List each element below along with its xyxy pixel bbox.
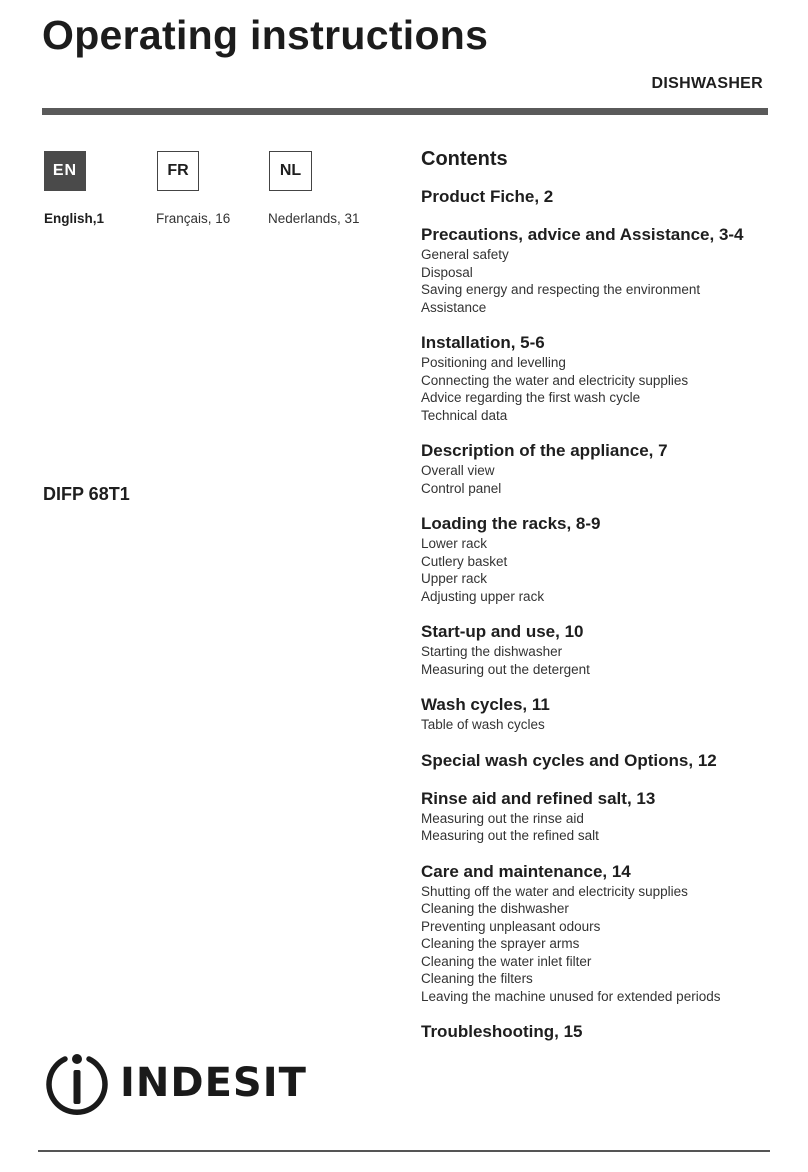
footer-divider xyxy=(38,1150,770,1152)
toc-section xyxy=(421,621,781,678)
header-divider xyxy=(42,108,768,115)
toc-section xyxy=(421,440,781,497)
toc-subitem[interactable]: Table of wash cycles xyxy=(421,717,545,732)
toc-subitem[interactable]: Shutting off the water and electricity supplies xyxy=(421,883,688,899)
toc-section-title[interactable]: Care and maintenance, 14 xyxy=(421,861,631,881)
toc-subitem[interactable]: Advice regarding the first wash cycle xyxy=(421,390,641,405)
table-of-contents xyxy=(421,186,781,1059)
toc-subitem[interactable]: Overall view xyxy=(421,463,495,478)
toc-subitem[interactable]: Leaving the machine unused for extended periods xyxy=(421,988,721,1004)
toc-section-title[interactable]: Troubleshooting, 15 xyxy=(421,1022,583,1041)
toc-section-title[interactable]: Installation, 5-6 xyxy=(421,333,545,352)
toc-section-title[interactable]: Special wash cycles and Options, 12 xyxy=(421,750,717,770)
contents-heading: Contents xyxy=(421,148,508,170)
brand-name: INDESIT xyxy=(120,1060,307,1106)
language-label-nl[interactable]: Nederlands, 31 xyxy=(268,211,360,226)
language-label-en[interactable]: English,1 xyxy=(44,211,105,226)
toc-section-title[interactable]: Product Fiche, 2 xyxy=(421,187,554,206)
language-label-fr[interactable]: Français, 16 xyxy=(156,211,231,226)
toc-subitem[interactable]: Cleaning the dishwasher xyxy=(421,901,569,916)
toc-subitem[interactable]: Assistance xyxy=(421,299,487,315)
document-type: DISHWASHER xyxy=(651,75,763,92)
toc-subitem[interactable]: Cleaning the water inlet filter xyxy=(421,953,592,969)
toc-subitem[interactable]: Measuring out the refined salt xyxy=(421,828,599,843)
toc-subitem[interactable]: Cleaning the sprayer arms xyxy=(421,936,580,951)
toc-subitem[interactable]: Upper rack xyxy=(421,571,488,586)
toc-section xyxy=(421,750,781,772)
toc-subitem[interactable]: Measuring out the rinse aid xyxy=(421,810,584,826)
toc-section xyxy=(421,186,781,208)
toc-section-title[interactable]: Loading the racks, 8-9 xyxy=(421,514,601,533)
model-number: DIFP 68T1 xyxy=(43,484,130,504)
toc-section xyxy=(421,513,781,605)
toc-subitem[interactable]: Positioning and levelling xyxy=(421,355,566,370)
toc-subitem[interactable]: Saving energy and respecting the environment xyxy=(421,282,701,297)
toc-subitem[interactable]: Technical data xyxy=(421,407,508,423)
indesit-logo-icon xyxy=(42,1048,112,1118)
language-tab-fr[interactable]: FR xyxy=(157,151,199,191)
toc-section xyxy=(421,224,781,316)
language-tab-en[interactable]: EN xyxy=(44,151,86,191)
language-tab-nl[interactable]: NL xyxy=(269,151,312,191)
toc-section-title[interactable]: Start-up and use, 10 xyxy=(421,622,584,641)
page-title: Operating instructions xyxy=(42,12,489,58)
toc-subitem[interactable]: General safety xyxy=(421,247,509,262)
toc-section-title[interactable]: Rinse aid and refined salt, 13 xyxy=(421,788,656,808)
toc-section xyxy=(421,332,781,424)
toc-subitem[interactable]: Control panel xyxy=(421,480,502,496)
toc-section xyxy=(421,788,781,845)
toc-subitem[interactable]: Adjusting upper rack xyxy=(421,588,545,604)
toc-section xyxy=(421,1021,781,1043)
toc-subitem[interactable]: Starting the dishwasher xyxy=(421,644,563,659)
toc-subitem[interactable]: Cleaning the filters xyxy=(421,971,533,986)
toc-subitem[interactable]: Cutlery basket xyxy=(421,553,508,569)
brand-logo xyxy=(42,1048,307,1118)
toc-subitem[interactable]: Connecting the water and electricity supplies xyxy=(421,372,689,388)
toc-subitem[interactable]: Measuring out the detergent xyxy=(421,661,590,677)
toc-section xyxy=(421,861,781,1006)
toc-subitem[interactable]: Disposal xyxy=(421,264,473,280)
toc-subitem[interactable]: Preventing unpleasant odours xyxy=(421,918,601,934)
toc-subitem[interactable]: Lower rack xyxy=(421,536,488,551)
toc-section xyxy=(421,694,781,734)
toc-section-title[interactable]: Precautions, advice and Assistance, 3-4 xyxy=(421,225,744,244)
toc-section-title[interactable]: Description of the appliance, 7 xyxy=(421,441,668,460)
toc-section-title[interactable]: Wash cycles, 11 xyxy=(421,695,550,714)
